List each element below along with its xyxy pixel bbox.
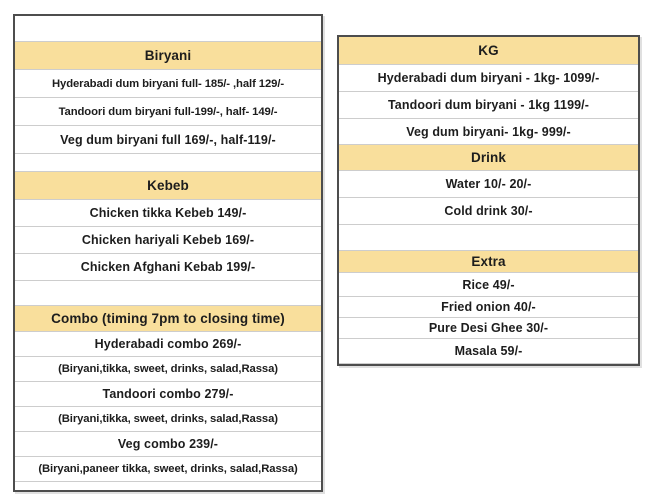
menu-item: Water 10/- 20/- bbox=[339, 171, 638, 198]
menu-table-left bbox=[13, 14, 323, 492]
empty-row bbox=[15, 281, 321, 306]
menu-item: Tandoori dum biryani full-199/-, half- 149/- bbox=[15, 98, 321, 126]
menu-item: Pure Desi Ghee 30/- bbox=[339, 318, 638, 339]
menu-item: Masala 59/- bbox=[339, 339, 638, 364]
menu-item: Veg combo 239/- bbox=[15, 432, 321, 457]
section-header-combo-timing-7pm-to-closing-time: Combo (timing 7pm to closing time) bbox=[15, 306, 321, 332]
menu-item: Hyderabadi combo 269/- bbox=[15, 332, 321, 357]
menu-item: Rice 49/- bbox=[339, 273, 638, 297]
menu-item: Chicken tikka Kebeb 149/- bbox=[15, 200, 321, 227]
menu-table-right bbox=[337, 35, 640, 366]
section-header-extra: Extra bbox=[339, 251, 638, 273]
menu-item: Chicken Afghani Kebab 199/- bbox=[15, 254, 321, 281]
empty-row bbox=[339, 225, 638, 251]
menu-item: Veg dum biryani- 1kg- 999/- bbox=[339, 119, 638, 145]
menu-item: Tandoori dum biryani - 1kg 1199/- bbox=[339, 92, 638, 119]
section-header-kg: KG bbox=[339, 37, 638, 65]
menu-item: Hyderabadi dum biryani full- 185/- ,half 129/- bbox=[15, 70, 321, 98]
section-header-drink: Drink bbox=[339, 145, 638, 171]
menu-item: Veg dum biryani full 169/-, half-119/- bbox=[15, 126, 321, 154]
section-header-biryani: Biryani bbox=[15, 42, 321, 70]
menu-item: (Biryani,paneer tikka, sweet, drinks, salad,Rassa) bbox=[15, 457, 321, 482]
menu-item: Tandoori combo 279/- bbox=[15, 382, 321, 407]
menu-item: Cold drink 30/- bbox=[339, 198, 638, 225]
menu-item: Fried onion 40/- bbox=[339, 297, 638, 318]
section-header-kebeb: Kebeb bbox=[15, 172, 321, 200]
empty-row bbox=[15, 16, 321, 42]
menu-item: Hyderabadi dum biryani - 1kg- 1099/- bbox=[339, 65, 638, 92]
menu-item: (Biryani,tikka, sweet, drinks, salad,Rassa) bbox=[15, 357, 321, 382]
menu-item: Chicken hariyali Kebeb 169/- bbox=[15, 227, 321, 254]
menu-item: (Biryani,tikka, sweet, drinks, salad,Rassa) bbox=[15, 407, 321, 432]
empty-row bbox=[15, 154, 321, 172]
